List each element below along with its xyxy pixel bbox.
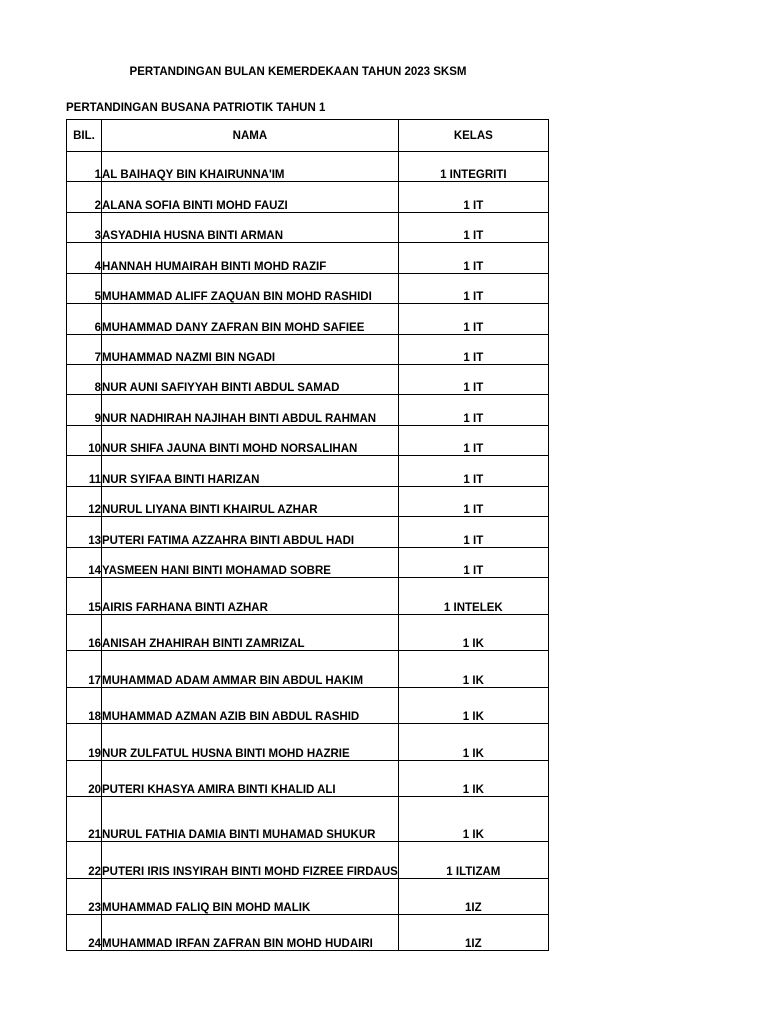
student-name: YASMEEN HANI BINTI MOHAMAD SOBRE: [102, 548, 399, 578]
class-name: 1 IK: [398, 761, 548, 797]
class-name: 1 INTELEK: [398, 578, 548, 615]
table-row: [67, 915, 549, 951]
row-number: 19: [67, 724, 102, 761]
student-name: ASYADHIA HUSNA BINTI ARMAN: [102, 213, 399, 243]
table-row: [67, 182, 549, 213]
row-number: 4: [67, 243, 102, 274]
row-number: 13: [67, 517, 102, 548]
table-row: [67, 426, 549, 456]
student-name: AL BAIHAQY BIN KHAIRUNNA'IM: [102, 152, 399, 182]
student-name: MUHAMMAD ALIFF ZAQUAN BIN MOHD RASHIDI: [102, 274, 399, 304]
row-number: 2: [67, 182, 102, 213]
row-number: 6: [67, 304, 102, 335]
row-number: 14: [67, 548, 102, 578]
row-number: 20: [67, 761, 102, 797]
student-name: HANNAH HUMAIRAH BINTI MOHD RAZIF: [102, 243, 399, 274]
class-name: 1 ILTIZAM: [398, 842, 548, 879]
class-name: 1 IT: [398, 243, 548, 274]
table-row: [67, 842, 549, 879]
student-name: MUHAMMAD DANY ZAFRAN BIN MOHD SAFIEE: [102, 304, 399, 335]
student-name: NUR AUNI SAFIYYAH BINTI ABDUL SAMAD: [102, 365, 399, 395]
class-name: 1 IT: [398, 274, 548, 304]
class-name: 1 IT: [398, 548, 548, 578]
class-name: 1 IK: [398, 724, 548, 761]
student-name: NURUL LIYANA BINTI KHAIRUL AZHAR: [102, 487, 399, 517]
column-header-nama: NAMA: [102, 120, 399, 152]
row-number: 9: [67, 395, 102, 426]
row-number: 11: [67, 456, 102, 487]
student-name: PUTERI FATIMA AZZAHRA BINTI ABDUL HADI: [102, 517, 399, 548]
student-name: ALANA SOFIA BINTI MOHD FAUZI: [102, 182, 399, 213]
student-name: NUR SHIFA JAUNA BINTI MOHD NORSALIHAN: [102, 426, 399, 456]
row-number: 22: [67, 842, 102, 879]
table-row: [67, 395, 549, 426]
table-row: [67, 335, 549, 365]
participant-table: [66, 119, 549, 951]
row-number: 15: [67, 578, 102, 615]
student-name: MUHAMMAD AZMAN AZIB BIN ABDUL RASHID: [102, 688, 399, 724]
table-row: [67, 274, 549, 304]
student-name: NURUL FATHIA DAMIA BINTI MUHAMAD SHUKUR: [102, 797, 399, 842]
table-row: [67, 487, 549, 517]
class-name: 1 IK: [398, 797, 548, 842]
table-row: [67, 517, 549, 548]
table-row: [67, 797, 549, 842]
row-number: 23: [67, 879, 102, 915]
page-subtitle: PERTANDINGAN BUSANA PATRIOTIK TAHUN 1: [66, 102, 326, 114]
page-title: PERTANDINGAN BULAN KEMERDEKAAN TAHUN 2023 SKSM: [129, 66, 467, 78]
class-name: 1 IK: [398, 615, 548, 651]
student-name: PUTERI KHASYA AMIRA BINTI KHALID ALI: [102, 761, 399, 797]
student-name: NUR SYIFAA BINTI HARIZAN: [102, 456, 399, 487]
student-name: ANISAH ZHAHIRAH BINTI ZAMRIZAL: [102, 615, 399, 651]
table-row: [67, 724, 549, 761]
table-row: [67, 213, 549, 243]
student-name: NUR NADHIRAH NAJIHAH BINTI ABDUL RAHMAN: [102, 395, 399, 426]
class-name: 1 IT: [398, 426, 548, 456]
class-name: 1 IT: [398, 517, 548, 548]
row-number: 24: [67, 915, 102, 951]
class-name: 1 IT: [398, 395, 548, 426]
row-number: 10: [67, 426, 102, 456]
table-row: [67, 365, 549, 395]
class-name: 1 IK: [398, 688, 548, 724]
row-number: 7: [67, 335, 102, 365]
row-number: 12: [67, 487, 102, 517]
student-name: MUHAMMAD IRFAN ZAFRAN BIN MOHD HUDAIRI: [102, 915, 399, 951]
row-number: 16: [67, 615, 102, 651]
class-name: 1 IT: [398, 213, 548, 243]
table-row: [67, 243, 549, 274]
class-name: 1 IT: [398, 335, 548, 365]
class-name: 1 IT: [398, 304, 548, 335]
class-name: 1IZ: [398, 915, 548, 951]
row-number: 17: [67, 651, 102, 688]
student-name: NUR ZULFATUL HUSNA BINTI MOHD HAZRIE: [102, 724, 399, 761]
table-body: [67, 152, 549, 951]
table-header-row: [67, 120, 549, 152]
class-name: 1 IT: [398, 182, 548, 213]
class-name: 1IZ: [398, 879, 548, 915]
row-number: 18: [67, 688, 102, 724]
table-row: [67, 548, 549, 578]
table-row: [67, 651, 549, 688]
row-number: 5: [67, 274, 102, 304]
row-number: 1: [67, 152, 102, 182]
table-row: [67, 456, 549, 487]
row-number: 21: [67, 797, 102, 842]
class-name: 1 IK: [398, 651, 548, 688]
class-name: 1 IT: [398, 365, 548, 395]
table-row: [67, 304, 549, 335]
class-name: 1 INTEGRITI: [398, 152, 548, 182]
table-row: [67, 688, 549, 724]
table-row: [67, 152, 549, 182]
table-row: [67, 761, 549, 797]
column-header-bil: BIL.: [67, 120, 102, 152]
student-name: PUTERI IRIS INSYIRAH BINTI MOHD FIZREE FIRDAUS: [102, 842, 399, 879]
class-name: 1 IT: [398, 456, 548, 487]
class-name: 1 IT: [398, 487, 548, 517]
row-number: 8: [67, 365, 102, 395]
table-row: [67, 578, 549, 615]
student-name: MUHAMMAD ADAM AMMAR BIN ABDUL HAKIM: [102, 651, 399, 688]
student-name: MUHAMMAD FALIQ BIN MOHD MALIK: [102, 879, 399, 915]
table-row: [67, 879, 549, 915]
table-row: [67, 615, 549, 651]
row-number: 3: [67, 213, 102, 243]
student-name: AIRIS FARHANA BINTI AZHAR: [102, 578, 399, 615]
student-name: MUHAMMAD NAZMI BIN NGADI: [102, 335, 399, 365]
column-header-kelas: KELAS: [398, 120, 548, 152]
